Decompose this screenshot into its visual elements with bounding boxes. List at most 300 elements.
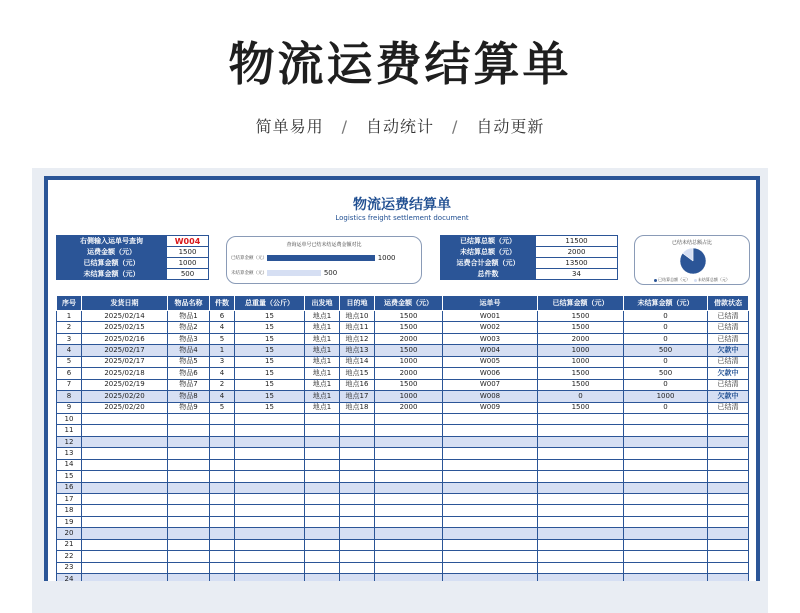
cell-ship-date[interactable]: 2025/02/18 (82, 368, 168, 379)
cell-settled[interactable] (538, 436, 624, 447)
cell-status[interactable] (708, 471, 749, 482)
cell-weight[interactable] (235, 459, 305, 470)
cell-pieces[interactable]: 5 (210, 333, 235, 344)
cell-settled[interactable] (538, 459, 624, 470)
cell-destination[interactable] (340, 425, 375, 436)
cell-item-name[interactable] (168, 551, 210, 562)
cell-seq[interactable]: 21 (57, 539, 82, 550)
cell-freight[interactable] (375, 551, 443, 562)
cell-weight[interactable] (235, 482, 305, 493)
cell-status[interactable] (708, 494, 749, 505)
cell-item-name[interactable] (168, 436, 210, 447)
cell-weight[interactable]: 15 (235, 379, 305, 390)
cell-origin[interactable] (305, 528, 340, 539)
cell-weight[interactable] (235, 505, 305, 516)
cell-origin[interactable] (305, 471, 340, 482)
cell-status[interactable] (708, 459, 749, 470)
cell-origin[interactable] (305, 448, 340, 459)
cell-ship-date[interactable]: 2025/02/16 (82, 333, 168, 344)
cell-pieces[interactable] (210, 494, 235, 505)
cell-unsettled[interactable] (624, 574, 708, 581)
cell-pieces[interactable] (210, 459, 235, 470)
cell-waybill[interactable]: W004 (443, 345, 538, 356)
cell-seq[interactable]: 20 (57, 528, 82, 539)
cell-seq[interactable]: 9 (57, 402, 82, 413)
cell-unsettled[interactable]: 500 (624, 368, 708, 379)
cell-seq[interactable]: 15 (57, 471, 82, 482)
cell-settled[interactable]: 1000 (538, 356, 624, 367)
cell-item-name[interactable] (168, 505, 210, 516)
cell-destination[interactable] (340, 482, 375, 493)
cell-settled[interactable]: 1500 (538, 368, 624, 379)
cell-settled[interactable]: 2000 (538, 333, 624, 344)
cell-weight[interactable]: 15 (235, 345, 305, 356)
cell-pieces[interactable] (210, 562, 235, 573)
cell-item-name[interactable]: 物品7 (168, 379, 210, 390)
cell-unsettled[interactable] (624, 551, 708, 562)
cell-ship-date[interactable] (82, 516, 168, 527)
cell-settled[interactable] (538, 448, 624, 459)
cell-weight[interactable] (235, 413, 305, 424)
cell-pieces[interactable] (210, 539, 235, 550)
cell-item-name[interactable] (168, 413, 210, 424)
cell-seq[interactable]: 16 (57, 482, 82, 493)
unsettled-amount-value: 500 (167, 269, 209, 280)
cell-waybill[interactable] (443, 551, 538, 562)
cell-destination[interactable] (340, 551, 375, 562)
cell-freight[interactable] (375, 425, 443, 436)
cell-item-name[interactable]: 物品4 (168, 345, 210, 356)
cell-seq[interactable]: 5 (57, 356, 82, 367)
cell-waybill[interactable] (443, 505, 538, 516)
cell-destination[interactable] (340, 459, 375, 470)
cell-pieces[interactable] (210, 516, 235, 527)
cell-weight[interactable]: 15 (235, 333, 305, 344)
cell-status[interactable]: 已结清 (708, 333, 749, 344)
cell-settled[interactable]: 1500 (538, 322, 624, 333)
cell-status[interactable] (708, 425, 749, 436)
cell-status[interactable] (708, 516, 749, 527)
cell-status[interactable] (708, 528, 749, 539)
cell-freight[interactable] (375, 505, 443, 516)
cell-pieces[interactable] (210, 505, 235, 516)
table-body (57, 311, 749, 582)
cell-freight[interactable] (375, 574, 443, 581)
cell-destination[interactable] (340, 413, 375, 424)
cell-item-name[interactable] (168, 448, 210, 459)
cell-seq[interactable]: 2 (57, 322, 82, 333)
cell-seq[interactable]: 17 (57, 494, 82, 505)
cell-waybill[interactable]: W005 (443, 356, 538, 367)
cell-weight[interactable]: 15 (235, 356, 305, 367)
cell-status[interactable]: 欠款中 (708, 345, 749, 356)
cell-destination[interactable] (340, 494, 375, 505)
cell-freight[interactable]: 2000 (375, 333, 443, 344)
cell-origin[interactable] (305, 425, 340, 436)
cell-unsettled[interactable]: 0 (624, 322, 708, 333)
cell-destination[interactable]: 地点14 (340, 356, 375, 367)
cell-freight[interactable]: 1500 (375, 311, 443, 322)
cell-destination[interactable] (340, 562, 375, 573)
cell-unsettled[interactable]: 500 (624, 345, 708, 356)
cell-item-name[interactable] (168, 482, 210, 493)
cell-seq[interactable]: 18 (57, 505, 82, 516)
cell-ship-date[interactable] (82, 425, 168, 436)
cell-settled[interactable] (538, 471, 624, 482)
cell-unsettled[interactable]: 0 (624, 311, 708, 322)
cell-origin[interactable] (305, 516, 340, 527)
cell-item-name[interactable]: 物品6 (168, 368, 210, 379)
cell-waybill[interactable] (443, 471, 538, 482)
cell-freight[interactable] (375, 459, 443, 470)
cell-origin[interactable] (305, 505, 340, 516)
cell-destination[interactable]: 地点16 (340, 379, 375, 390)
cell-pieces[interactable]: 2 (210, 379, 235, 390)
cell-pieces[interactable]: 4 (210, 368, 235, 379)
feature-tags (0, 114, 800, 137)
cell-item-name[interactable]: 物品8 (168, 391, 210, 402)
cell-settled[interactable] (538, 551, 624, 562)
cell-waybill[interactable]: W007 (443, 379, 538, 390)
cell-destination[interactable] (340, 516, 375, 527)
cell-item-name[interactable] (168, 494, 210, 505)
cell-unsettled[interactable]: 0 (624, 402, 708, 413)
cell-unsettled[interactable] (624, 516, 708, 527)
cell-origin[interactable] (305, 539, 340, 550)
cell-seq[interactable]: 22 (57, 551, 82, 562)
cell-ship-date[interactable]: 2025/02/19 (82, 379, 168, 390)
cell-seq[interactable]: 12 (57, 436, 82, 447)
cell-unsettled[interactable] (624, 528, 708, 539)
cell-settled[interactable]: 1500 (538, 402, 624, 413)
cell-freight[interactable] (375, 494, 443, 505)
cell-weight[interactable]: 15 (235, 368, 305, 379)
cell-status[interactable] (708, 562, 749, 573)
cell-origin[interactable]: 地点1 (305, 322, 340, 333)
cell-unsettled[interactable] (624, 539, 708, 550)
cell-status[interactable] (708, 551, 749, 562)
cell-weight[interactable] (235, 448, 305, 459)
table-row (57, 494, 749, 505)
cell-settled[interactable]: 1500 (538, 379, 624, 390)
cell-pieces[interactable] (210, 482, 235, 493)
cell-waybill[interactable] (443, 528, 538, 539)
cell-pieces[interactable]: 1 (210, 345, 235, 356)
cell-seq[interactable]: 14 (57, 459, 82, 470)
cell-waybill[interactable] (443, 448, 538, 459)
cell-unsettled[interactable] (624, 436, 708, 447)
cell-settled[interactable] (538, 516, 624, 527)
cell-status[interactable]: 已结清 (708, 311, 749, 322)
cell-status[interactable] (708, 413, 749, 424)
cell-destination[interactable]: 地点12 (340, 333, 375, 344)
cell-ship-date[interactable]: 2025/02/15 (82, 322, 168, 333)
cell-ship-date[interactable] (82, 562, 168, 573)
cell-origin[interactable]: 地点1 (305, 333, 340, 344)
cell-weight[interactable] (235, 425, 305, 436)
cell-unsettled[interactable] (624, 562, 708, 573)
cell-freight[interactable]: 1000 (375, 391, 443, 402)
cell-ship-date[interactable] (82, 574, 168, 581)
cell-status[interactable] (708, 482, 749, 493)
cell-destination[interactable]: 地点15 (340, 368, 375, 379)
cell-settled[interactable]: 1500 (538, 311, 624, 322)
cell-origin[interactable]: 地点1 (305, 402, 340, 413)
cell-freight[interactable] (375, 516, 443, 527)
cell-weight[interactable] (235, 436, 305, 447)
cell-freight[interactable]: 1500 (375, 379, 443, 390)
cell-settled[interactable] (538, 539, 624, 550)
cell-freight[interactable] (375, 539, 443, 550)
cell-ship-date[interactable] (82, 551, 168, 562)
cell-weight[interactable]: 15 (235, 402, 305, 413)
cell-status[interactable] (708, 574, 749, 581)
cell-destination[interactable]: 地点17 (340, 391, 375, 402)
cell-ship-date[interactable] (82, 505, 168, 516)
cell-unsettled[interactable] (624, 413, 708, 424)
cell-status[interactable]: 已结清 (708, 379, 749, 390)
cell-origin[interactable] (305, 574, 340, 581)
cell-settled[interactable] (538, 413, 624, 424)
cell-settled[interactable]: 0 (538, 391, 624, 402)
cell-waybill[interactable] (443, 516, 538, 527)
summary-row (441, 247, 618, 258)
cell-freight[interactable] (375, 528, 443, 539)
cell-origin[interactable] (305, 459, 340, 470)
cell-ship-date[interactable] (82, 482, 168, 493)
cell-seq[interactable]: 3 (57, 333, 82, 344)
cell-seq[interactable]: 1 (57, 311, 82, 322)
cell-weight[interactable] (235, 494, 305, 505)
cell-seq[interactable]: 11 (57, 425, 82, 436)
cell-destination[interactable] (340, 471, 375, 482)
cell-pieces[interactable] (210, 471, 235, 482)
cell-pieces[interactable]: 4 (210, 322, 235, 333)
cell-freight[interactable] (375, 436, 443, 447)
cell-weight[interactable] (235, 539, 305, 550)
cell-pieces[interactable] (210, 528, 235, 539)
cell-status[interactable]: 欠款中 (708, 368, 749, 379)
cell-seq[interactable]: 13 (57, 448, 82, 459)
cell-item-name[interactable]: 物品5 (168, 356, 210, 367)
cell-destination[interactable]: 地点11 (340, 322, 375, 333)
cell-pieces[interactable] (210, 413, 235, 424)
cell-waybill[interactable]: W002 (443, 322, 538, 333)
cell-settled[interactable] (538, 482, 624, 493)
cell-destination[interactable] (340, 448, 375, 459)
cell-status[interactable]: 已结清 (708, 402, 749, 413)
cell-seq[interactable]: 19 (57, 516, 82, 527)
cell-seq[interactable]: 10 (57, 413, 82, 424)
cell-waybill[interactable] (443, 562, 538, 573)
cell-freight[interactable]: 2000 (375, 368, 443, 379)
cell-ship-date[interactable]: 2025/02/20 (82, 402, 168, 413)
cell-origin[interactable]: 地点1 (305, 356, 340, 367)
cell-destination[interactable]: 地点18 (340, 402, 375, 413)
cell-origin[interactable] (305, 494, 340, 505)
cell-item-name[interactable] (168, 471, 210, 482)
cell-status[interactable]: 已结清 (708, 322, 749, 333)
cell-seq[interactable]: 4 (57, 345, 82, 356)
waybill-query-input[interactable]: W004 (167, 236, 209, 247)
cell-unsettled[interactable] (624, 448, 708, 459)
cell-settled[interactable] (538, 425, 624, 436)
cell-status[interactable] (708, 505, 749, 516)
cell-pieces[interactable] (210, 574, 235, 581)
settled-amount-value: 1000 (167, 258, 209, 269)
cell-item-name[interactable] (168, 425, 210, 436)
cell-waybill[interactable]: W001 (443, 311, 538, 322)
cell-freight[interactable] (375, 413, 443, 424)
cell-status[interactable] (708, 448, 749, 459)
cell-ship-date[interactable]: 2025/02/14 (82, 311, 168, 322)
cell-status[interactable] (708, 436, 749, 447)
cell-item-name[interactable]: 物品2 (168, 322, 210, 333)
cell-unsettled[interactable] (624, 459, 708, 470)
cell-origin[interactable] (305, 551, 340, 562)
cell-unsettled[interactable] (624, 471, 708, 482)
cell-ship-date[interactable]: 2025/02/20 (82, 391, 168, 402)
cell-destination[interactable]: 地点10 (340, 311, 375, 322)
cell-weight[interactable] (235, 516, 305, 527)
cell-origin[interactable] (305, 436, 340, 447)
cell-unsettled[interactable]: 0 (624, 333, 708, 344)
cell-waybill[interactable]: W003 (443, 333, 538, 344)
cell-seq[interactable]: 7 (57, 379, 82, 390)
cell-pieces[interactable]: 6 (210, 311, 235, 322)
cell-settled[interactable] (538, 574, 624, 581)
cell-waybill[interactable] (443, 494, 538, 505)
cell-settled[interactable] (538, 505, 624, 516)
cell-destination[interactable] (340, 528, 375, 539)
cell-pieces[interactable]: 3 (210, 356, 235, 367)
cell-pieces[interactable] (210, 551, 235, 562)
settled-amount-row (57, 258, 209, 269)
cell-origin[interactable] (305, 562, 340, 573)
cell-seq[interactable]: 6 (57, 368, 82, 379)
cell-freight[interactable] (375, 471, 443, 482)
cell-freight[interactable]: 1500 (375, 322, 443, 333)
cell-ship-date[interactable] (82, 528, 168, 539)
cell-seq[interactable]: 24 (57, 574, 82, 581)
cell-destination[interactable]: 地点13 (340, 345, 375, 356)
cell-origin[interactable]: 地点1 (305, 368, 340, 379)
cell-waybill[interactable]: W006 (443, 368, 538, 379)
cell-settled[interactable] (538, 562, 624, 573)
cell-pieces[interactable] (210, 436, 235, 447)
cell-weight[interactable] (235, 471, 305, 482)
column-header-item-name: 物品名称 (168, 296, 210, 311)
cell-unsettled[interactable] (624, 505, 708, 516)
cell-item-name[interactable]: 物品3 (168, 333, 210, 344)
cell-origin[interactable]: 地点1 (305, 391, 340, 402)
cell-destination[interactable] (340, 574, 375, 581)
cell-weight[interactable]: 15 (235, 391, 305, 402)
cell-destination[interactable] (340, 505, 375, 516)
cell-freight[interactable]: 1500 (375, 345, 443, 356)
cell-ship-date[interactable] (82, 539, 168, 550)
cell-freight[interactable]: 1000 (375, 356, 443, 367)
cell-seq[interactable]: 8 (57, 391, 82, 402)
cell-ship-date[interactable] (82, 459, 168, 470)
cell-item-name[interactable] (168, 516, 210, 527)
cell-weight[interactable] (235, 528, 305, 539)
cell-weight[interactable] (235, 551, 305, 562)
cell-ship-date[interactable]: 2025/02/17 (82, 345, 168, 356)
cell-waybill[interactable] (443, 459, 538, 470)
cell-waybill[interactable] (443, 436, 538, 447)
cell-freight[interactable] (375, 482, 443, 493)
cell-ship-date[interactable] (82, 413, 168, 424)
cell-pieces[interactable]: 4 (210, 391, 235, 402)
table-row (57, 402, 749, 413)
cell-freight[interactable] (375, 562, 443, 573)
cell-waybill[interactable] (443, 539, 538, 550)
cell-unsettled[interactable] (624, 425, 708, 436)
cell-ship-date[interactable] (82, 471, 168, 482)
cell-settled[interactable]: 1000 (538, 345, 624, 356)
cell-item-name[interactable] (168, 528, 210, 539)
cell-item-name[interactable]: 物品1 (168, 311, 210, 322)
cell-ship-date[interactable] (82, 448, 168, 459)
cell-ship-date[interactable] (82, 436, 168, 447)
cell-unsettled[interactable]: 0 (624, 379, 708, 390)
cell-waybill[interactable] (443, 482, 538, 493)
cell-origin[interactable]: 地点1 (305, 345, 340, 356)
cell-settled[interactable] (538, 494, 624, 505)
cell-unsettled[interactable]: 0 (624, 356, 708, 367)
cell-unsettled[interactable] (624, 494, 708, 505)
cell-waybill[interactable]: W009 (443, 402, 538, 413)
cell-destination[interactable] (340, 436, 375, 447)
cell-status[interactable] (708, 539, 749, 550)
bar-category-label: 已结算金额（元） (231, 256, 267, 261)
cell-ship-date[interactable]: 2025/02/17 (82, 356, 168, 367)
column-header-seq: 序号 (57, 296, 82, 311)
cell-weight[interactable] (235, 562, 305, 573)
cell-waybill[interactable] (443, 574, 538, 581)
cell-item-name[interactable] (168, 562, 210, 573)
cell-item-name[interactable] (168, 574, 210, 581)
cell-weight[interactable]: 15 (235, 322, 305, 333)
cell-item-name[interactable]: 物品9 (168, 402, 210, 413)
cell-waybill[interactable] (443, 413, 538, 424)
cell-origin[interactable]: 地点1 (305, 379, 340, 390)
cell-waybill[interactable]: W008 (443, 391, 538, 402)
cell-unsettled[interactable]: 1000 (624, 391, 708, 402)
cell-status[interactable]: 欠款中 (708, 391, 749, 402)
cell-item-name[interactable] (168, 539, 210, 550)
cell-pieces[interactable] (210, 425, 235, 436)
cell-weight[interactable] (235, 574, 305, 581)
cell-item-name[interactable] (168, 459, 210, 470)
cell-pieces[interactable] (210, 448, 235, 459)
cell-freight[interactable] (375, 448, 443, 459)
cell-pieces[interactable]: 5 (210, 402, 235, 413)
cell-weight[interactable]: 15 (235, 311, 305, 322)
cell-settled[interactable] (538, 528, 624, 539)
cell-ship-date[interactable] (82, 494, 168, 505)
cell-waybill[interactable] (443, 425, 538, 436)
cell-seq[interactable]: 23 (57, 562, 82, 573)
cell-destination[interactable] (340, 539, 375, 550)
cell-origin[interactable]: 地点1 (305, 311, 340, 322)
cell-unsettled[interactable] (624, 482, 708, 493)
cell-status[interactable]: 已结清 (708, 356, 749, 367)
cell-origin[interactable] (305, 482, 340, 493)
cell-freight[interactable]: 2000 (375, 402, 443, 413)
cell-origin[interactable] (305, 413, 340, 424)
